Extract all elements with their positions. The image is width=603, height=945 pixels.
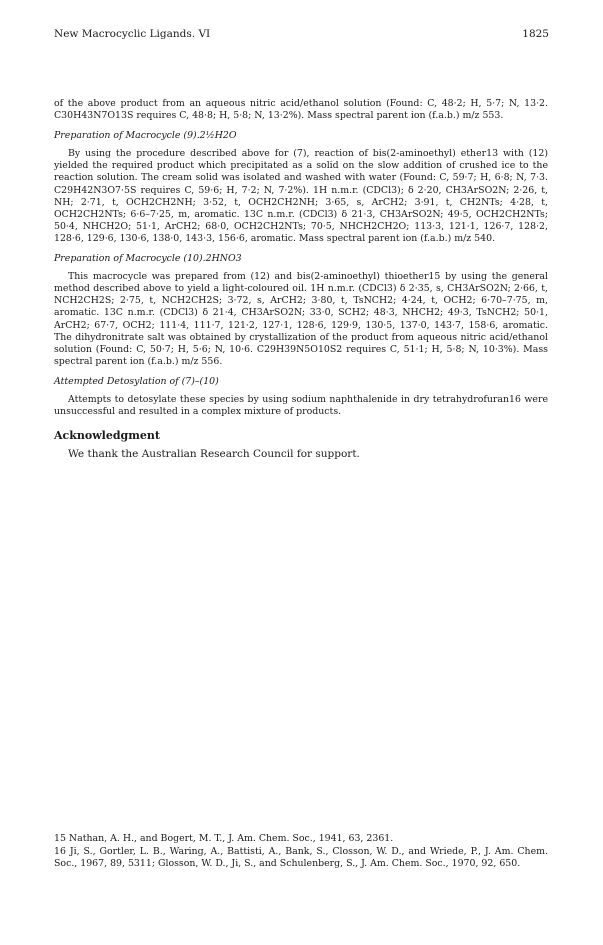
section-title-detosylation: Attempted Detosylation of (7)–(10) [54, 375, 219, 387]
footnote-15: 15 Nathan, A. H., and Bogert, M. T., J. Am. Chem. Soc., 1941, 63, 2361. [54, 833, 394, 844]
journal-title: New Macrocyclic Ligands. VI [54, 28, 211, 40]
acknowledgment-heading: Acknowledgment [54, 429, 160, 443]
section-text-detosylation: Attempts to detosylate these species by using sodium naphthalenide in dry tetrahydrofuran16 were unsuccessful and resulted in a complex mixture of products. [54, 393, 548, 418]
footnote-16: 16 Ji, S., Gortler, L. B., Waring, A., Battisti, A., Bank, S., Closson, W. D., and Wriede, P., J. Am. Chem. Soc., 1967, 89, 5311; Glosson, W. D., Ji, S., and Schulenberg, S., J. Am. Chem. Soc., 1970, 92, 650. [54, 846, 548, 870]
carryover-paragraph: of the above product from an aqueous nitric acid/ethanol solution (Found: C, 48·2; H, 5·7; N, 13·2. C30H43N7O13S requires C, 48·8; H, 5·8; N, 13·2%). Mass spectral parent ion (f.a.b.) m/z 553. [54, 98, 548, 122]
main-body [54, 98, 548, 460]
page-number: 1825 [522, 28, 549, 40]
section-title-macrocycle-10: Preparation of Macrocycle (10).2HNO3 [54, 253, 242, 265]
section-text-macrocycle-9: By using the procedure described above for (7), reaction of bis(2-aminoethyl) ether13 with (12) yielded the required product which precipitated as a solid on the slow addition of crushed ice to the reaction solution. The cream solid was isolated and washed with water (Found: C, 59·7; H, 6·8; N, 7·3. C29H42N3O7·5S requires C, 59·6; H, 7·2; N, 7·2%). 1H n.m.r. (CDCl3); δ 2·20, CH3ArSO2N; 2·26, t, NH; 2·71, t, OCH2CH2NH; 3·52, t, OCH2CH2NH; 3·65, s, ArCH2; 3·91, t, CH2NTs; 4·28, t, OCH2CH2NTs; 6·6–7·25, m, aromatic. 13C n.m.r. (CDCl3) δ 21·3, CH3ArSO2N; 49·5, OCH2CH2NTs; 50·4, NHCH2O; 51·1, ArCH2; 68·0, OCH2CH2NTs; 70·5, NHCH2CH2O; 113·3, 121·1, 126·7, 128·2, 128·6, 129·6, 130·6, 138·0, 143·3, 156·6, aromatic. Mass spectral parent ion (f.a.b.) m/z 540. [54, 148, 548, 244]
footnotes [54, 833, 548, 871]
acknowledgment-text: We thank the Australian Research Council for support. [68, 448, 360, 461]
section-text-macrocycle-10: This macrocycle was prepared from (12) and bis(2-aminoethyl) thioether15 by using the general method described above to yield a light-coloured oil. 1H n.m.r. (CDCl3) δ 2·35, s, CH3ArSO2N; 2·66, t, NCH2CH2S; 2·75, t, NCH2CH2S; 3·72, s, ArCH2; 3·80, t, TsNCH2; 4·24, t, OCH2; 6·70–7·75, m, aromatic. 13C n.m.r. (CDCl3) δ 21·4, CH3ArSO2N; 33·0, SCH2; 48·3, NHCH2; 49·3, TsNCH2; 50·1, ArCH2; 67·7, OCH2; 111·4, 111·7, 121·2, 127·1, 128·6, 129·9, 130·5, 137·0, 143·7, 158·6, aromatic. The dihydronitrate salt was obtained by crystallization of the product from aqueous nitric acid/ethanol solution (Found: C, 50·7; H, 5·6; N, 10·6. C29H39N5O10S2 requires C, 51·1; H, 5·8; N, 10·3%). Mass spectral parent ion (f.a.b.) m/z 556. [54, 271, 548, 367]
section-title-macrocycle-9: Preparation of Macrocycle (9).2½H2O [54, 130, 237, 142]
running-head [54, 28, 549, 40]
